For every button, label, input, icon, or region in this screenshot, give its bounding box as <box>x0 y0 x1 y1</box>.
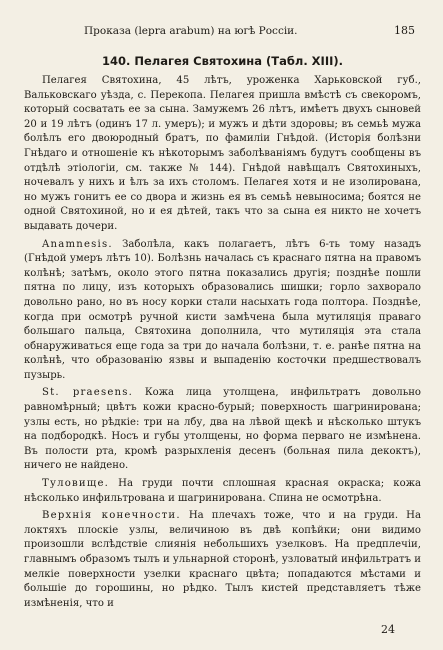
paragraph-intro <box>24 74 421 235</box>
paragraph-lead: Верхнія конечности. <box>42 510 181 522</box>
paragraph-anamnesis <box>24 238 421 384</box>
paragraph-upper-limbs <box>24 509 421 611</box>
paragraph-text: Кожа лица утолщена, инфильтратъ довольно равномѣрный; цвѣтъ кожи красно-бурый; поверхность шагринирована; узлы есть, но рѣдкіе: три на лбу, два на лѣвой щекѣ и нѣсколько штукъ на подбородкѣ. Носъ и губы утолщены, но форма перваго не измѣнена. Въ полости рта, кромѣ разрыхленія десенъ (больная пила декоктъ), ничего не найдено. <box>24 387 422 472</box>
paragraph-lead: Туловище. <box>42 478 110 490</box>
paragraph-lead: St. praesens. <box>42 387 134 399</box>
paragraph-text: Заболѣла, какъ полагаетъ, лѣтъ 6-ть тому назадъ (Гнѣдой умеръ лѣтъ 10). Болѣзнь началась съ краснаго пятна на правомъ колѣнѣ; затѣмъ, около этого пятна показались другія; позднѣе пошли пятна по лицу, изъ которыхъ образовались шишки; горло захворало довольно рано, но въ носу корки стали насыхать года полтора. Позднѣе, когда при осмотрѣ ручной кисти замѣчена была мутиляція праваго большаго пальца, Святохина дополнила, что мутиляція эта стала обнаруживаться еще года за три до начала болѣзни, т. е. ранѣе пятна на колѣнѣ, что образованію язвы и выпаденію косточки предшествовалъ пузырь. <box>24 238 421 381</box>
paragraph-text: На груди почти сплошная красная окраска; кожа нѣсколько инфильтрована и шагринирована. Спина не осмотрѣна. <box>24 478 421 504</box>
running-header <box>84 24 415 38</box>
paragraph-lead: Anamnesis. <box>42 238 113 250</box>
body-text <box>24 74 421 611</box>
paragraph-text: На плечахъ тоже, что и на груди. На локтяхъ плоскіе узлы, величиною въ двѣ копѣйки; они видимо произошли вслѣдствіе слиянія небольшихъ узелковъ. На предплечіи, главнымъ образомъ тылъ и ульнарной сторонѣ, узловатый инфильтратъ и мелкіе поверхности узелки краснаго цвѣта; попадаются мѣстами и большіе до горошины, но рѣдко. Тылъ кистей представляетъ тѣже измѣненія, что и <box>24 510 421 609</box>
paragraph-text: Пелагея Святохина, 45 лѣтъ, уроженка Харьковской губ., Вальковскаго уѣзда, с. Перекопа. Пелагея пришла вмѣстѣ съ свекоромъ, который сосватать ее за сына. Замужемъ 26 лѣтъ, имѣетъ двухъ сыновей 20 и 19 лѣтъ (одинъ 17 л. умеръ); и мужъ и дѣти здоровы; въ семьѣ мужа болѣлъ его двоюродный братъ, по фамиліи Гнѣдой. (Исторія болѣзни Гнѣдаго и отношеніе къ нѣкоторымъ заболѣваніямъ будутъ сообщены въ отдѣлѣ этіологіи, см. также № 144). Гнѣдой навѣщалъ Святохиныхъ, ночевалъ у нихъ и ѣлъ за ихъ столомъ. Пелагея хотя и не изолирована, но мужъ гонитъ ее со двора и жизнь ея въ семьѣ невыносима; боятся не одной Святохиной, но и ея дѣтей, такъ что за сына ея никто не хочетъ выдавать дочери. <box>24 75 421 232</box>
running-title: Проказа (lepra arabum) на югѣ Россіи. <box>84 25 298 37</box>
section-title: 140. Пелагея Святохина (Табл. XIII). <box>101 54 344 68</box>
paragraph-status-praesens <box>24 386 421 474</box>
page-number: 185 <box>394 24 415 37</box>
paragraph-torso <box>24 477 421 506</box>
signature-mark: 24 <box>381 623 395 636</box>
